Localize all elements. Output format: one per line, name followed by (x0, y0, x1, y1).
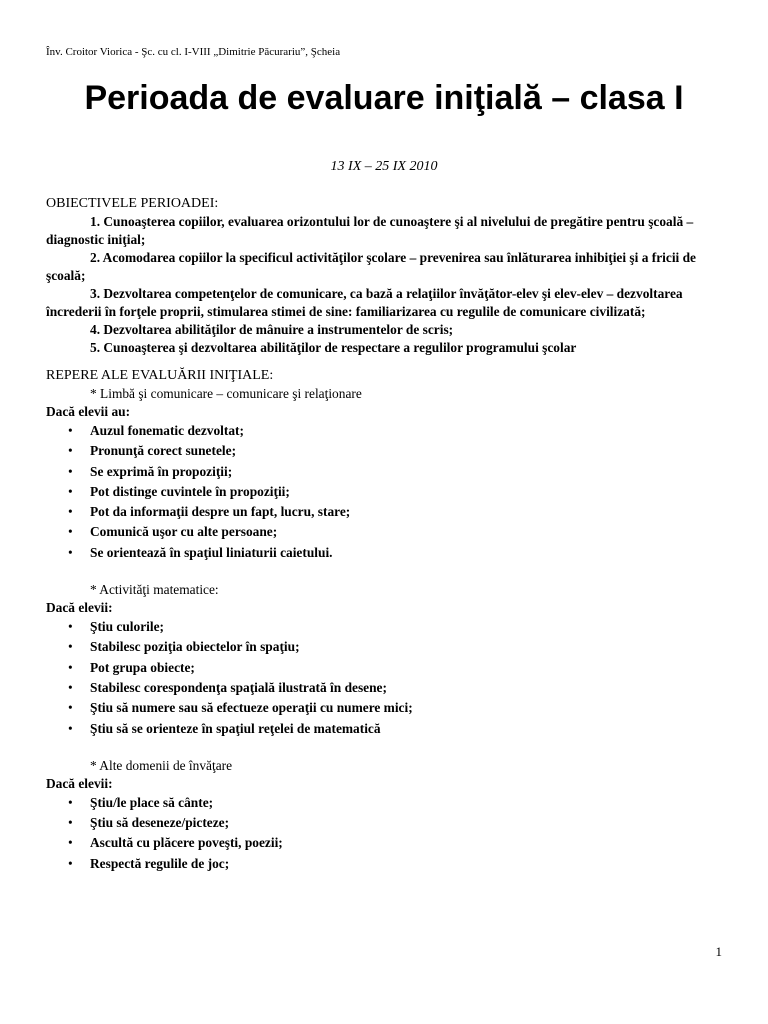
list-item: • Ştiu să numere sau să efectueze operaţii cu numere mici; (46, 698, 726, 718)
repere-heading: REPERE ALE EVALUĂRII INIŢIALE: (46, 368, 274, 383)
bullet-icon: • (68, 835, 73, 851)
objectives-heading: OBIECTIVELE PERIOADEI: (46, 196, 219, 211)
bullet-icon: • (68, 544, 73, 560)
section-intro: Dacă elevii: (46, 600, 113, 616)
list-item: • Pot da informaţii despre un fapt, lucru, stare; (46, 502, 726, 522)
bullet-icon: • (68, 524, 73, 540)
list-item: • Ştiu să deseneze/picteze; (46, 813, 726, 833)
objective-item: 3. Dezvoltarea competenţelor de comunicare, ca bază a relaţiilor învăţător-elev şi elev-elev – dezvoltarea încrederii în forţele proprii, stimularea stimei de sine: familiarizarea cu regulile de comunicare civilizată; (46, 286, 683, 319)
criteria-list (46, 421, 726, 563)
page-header: Înv. Croitor Viorica - Şc. cu cl. I-VIII „Dimitrie Păcurariu”, Şcheia (46, 46, 341, 58)
list-item: • Stabilesc poziţia obiectelor în spaţiu; (46, 637, 726, 657)
objective-item: 4. Dezvoltarea abilităţilor de mânuire a instrumentelor de scris; (90, 322, 454, 337)
bullet-icon: • (68, 443, 73, 459)
bullet-icon: • (68, 619, 73, 635)
list-item: • Se exprimă în propoziţii; (46, 462, 726, 482)
section-title: * Activităţi matematice: (90, 582, 219, 598)
list-item: • Auzul fonematic dezvoltat; (46, 421, 726, 441)
list-item: • Comunică uşor cu alte persoane; (46, 522, 726, 542)
list-item: • Pronunţă corect sunetele; (46, 441, 726, 461)
section-title: * Limbă şi comunicare – comunicare şi relaţionare (90, 386, 362, 401)
page-number: 1 (715, 944, 722, 959)
bullet-icon: • (68, 659, 73, 675)
section-intro: Dacă elevii: (46, 775, 113, 791)
criteria-list (46, 617, 726, 739)
document-body (46, 195, 726, 874)
section-intro: Dacă elevii au: (46, 404, 131, 419)
objective-item: 1. Cunoaşterea copiilor, evaluarea orizontului lor de cunoaştere şi al nivelului de pregătire pentru şcoală – diagnostic iniţial; (46, 214, 694, 247)
list-item: • Pot distinge cuvintele în propoziţii; (46, 482, 726, 502)
bullet-icon: • (68, 639, 73, 655)
bullet-icon: • (68, 855, 73, 871)
bullet-icon: • (68, 815, 73, 831)
bullet-icon: • (68, 794, 73, 810)
list-item: • Pot grupa obiecte; (46, 658, 726, 678)
bullet-icon: • (68, 504, 73, 520)
list-item: • Se orientează în spaţiul liniaturii caietului. (46, 543, 726, 563)
document-title: Perioada de evaluare iniţială – clasa I (84, 79, 684, 117)
bullet-icon: • (68, 423, 73, 438)
list-item: • Respectă regulile de joc; (46, 854, 726, 874)
criteria-list (46, 793, 726, 874)
list-item: • Ascultă cu plăcere poveşti, poezii; (46, 833, 726, 853)
bullet-icon: • (68, 463, 73, 479)
list-item: • Ştiu/le place să cânte; (46, 793, 726, 813)
objective-item: 5. Cunoaşterea şi dezvoltarea abilităţilor de respectare a regulilor programului şcolar (90, 340, 577, 355)
bullet-icon: • (68, 483, 73, 499)
section-title: * Alte domenii de învăţare (90, 757, 233, 773)
date-range: 13 IX – 25 IX 2010 (330, 159, 438, 174)
list-item: • Ştiu culorile; (46, 617, 726, 637)
bullet-icon: • (68, 679, 73, 695)
bullet-icon: • (68, 700, 73, 716)
objective-item: 2. Acomodarea copiilor la specificul activităţilor şcolare – prevenirea sau înlăturarea inhibiţiei şi a fricii de şcoală; (46, 250, 696, 283)
bullet-icon: • (68, 720, 73, 736)
list-item: • Stabilesc corespondenţa spaţială ilustrată în desene; (46, 678, 726, 698)
list-item: • Ştiu să se orienteze în spaţiul reţelei de matematică (46, 719, 726, 739)
